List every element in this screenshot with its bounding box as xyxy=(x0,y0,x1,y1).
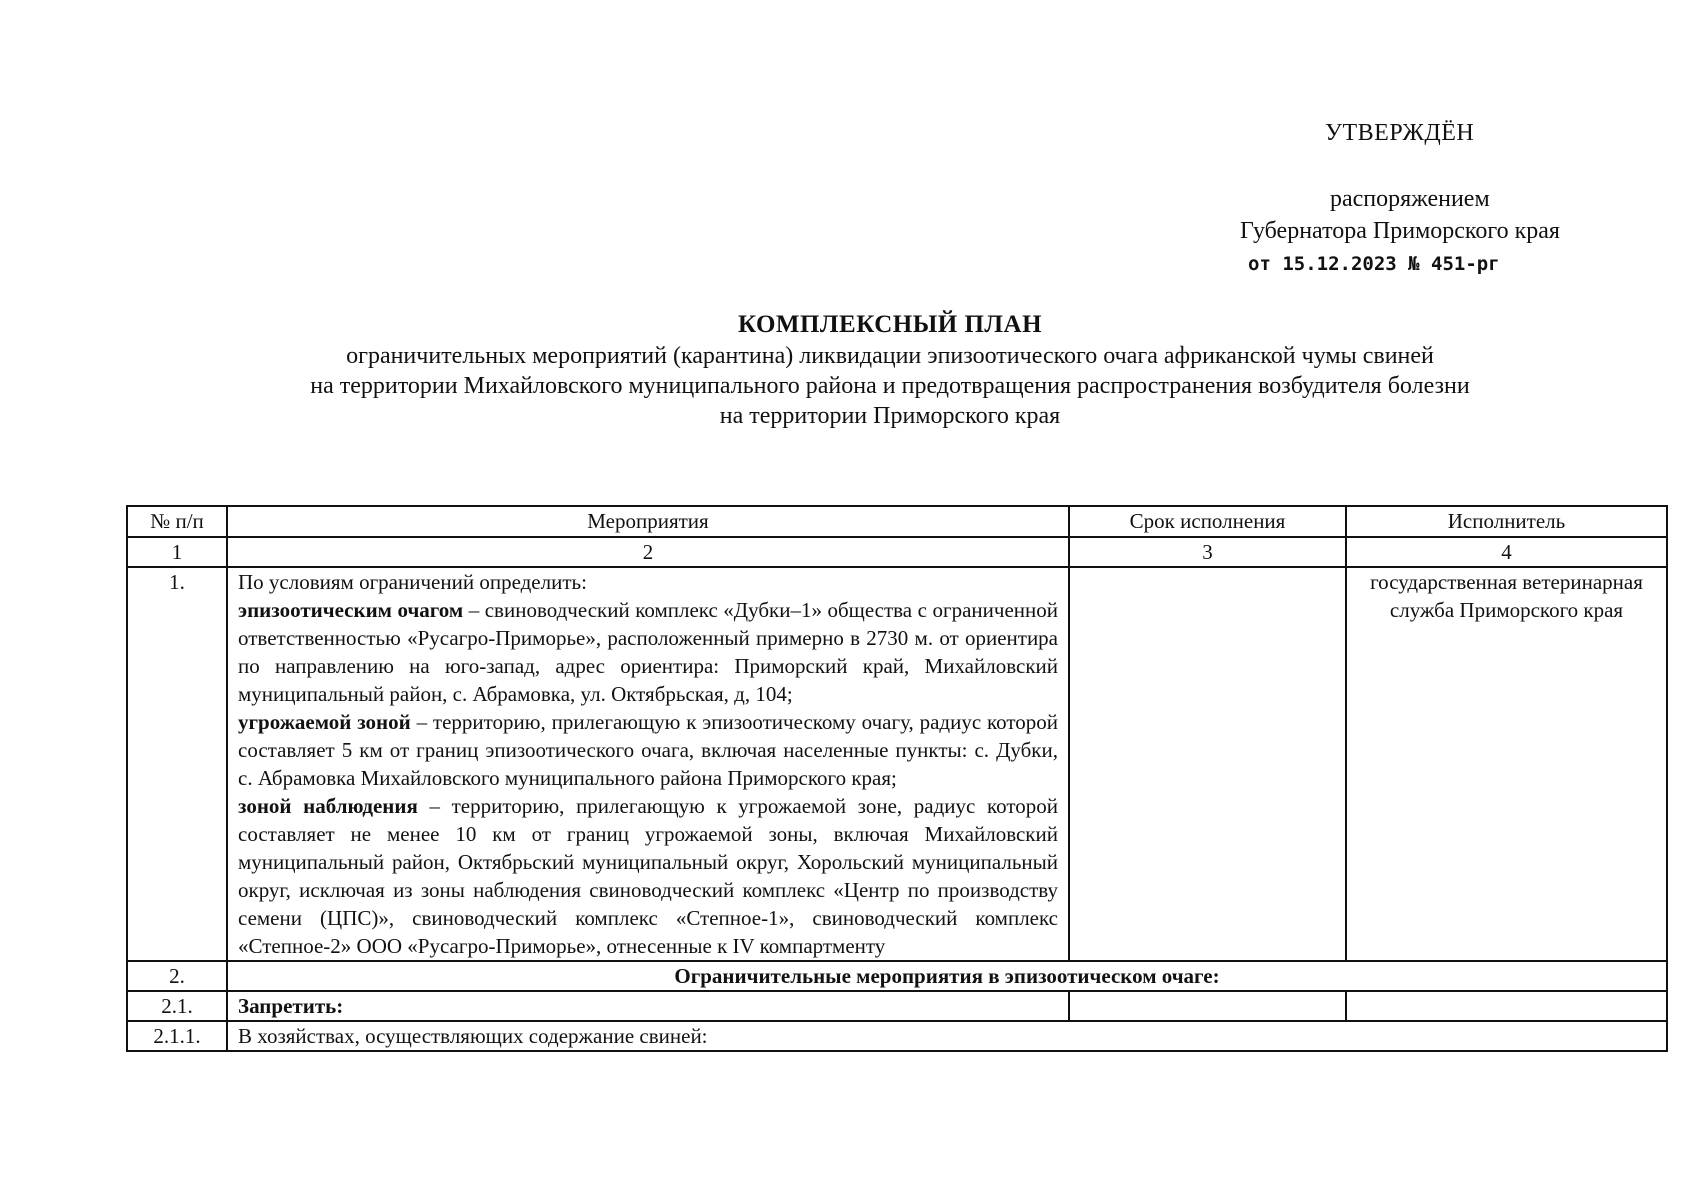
deadline-cell xyxy=(1069,567,1346,961)
col-number: 4 xyxy=(1346,537,1667,567)
term-text: – свиноводческий комплекс «Дубки–1» общества с ограниченной ответственностью «Русагро-Приморье», расположенный примерно в 2730 м. от ориентира по направлению на юго-запад, адрес ориентира: Приморский край, Михайловский муниципальный район, с. Абрамовка, ул. Октябрьская, д, 104; xyxy=(238,598,1058,706)
approved-label: УТВЕРЖДЁН xyxy=(1325,120,1475,146)
executor-cell xyxy=(1346,991,1667,1021)
measure-paragraph xyxy=(238,708,1058,792)
order-date-number: от 15.12.2023 № 451-рг xyxy=(1248,253,1500,275)
deadline-cell xyxy=(1069,991,1346,1021)
measure-paragraph xyxy=(238,596,1058,708)
subtitle-line-2: на территории Михайловского муниципального района и предотвращения распространения возбудителя болезни xyxy=(310,373,1470,399)
plan-table xyxy=(126,505,1668,1052)
row-number: 2. xyxy=(127,961,227,991)
term-bold: зоной наблюдения xyxy=(238,794,418,818)
table-row xyxy=(127,991,1667,1021)
main-title: КОМПЛЕКСНЫЙ ПЛАН xyxy=(737,311,1043,338)
col-number: 2 xyxy=(227,537,1069,567)
measure-intro: По условиям ограничений определить: xyxy=(238,570,587,594)
table-row xyxy=(127,1021,1667,1051)
header-deadline: Срок исполнения xyxy=(1069,506,1346,537)
subtitle-line-3: на территории Приморского края xyxy=(719,403,1061,429)
term-bold: эпизоотическим очагом xyxy=(238,598,464,622)
col-number: 3 xyxy=(1069,537,1346,567)
document-title xyxy=(100,310,1680,431)
row-number: 1. xyxy=(127,567,227,961)
executor-cell: государственная ветеринарная служба Приморского края xyxy=(1346,567,1667,961)
row-number: 2.1.1. xyxy=(127,1021,227,1051)
header-num: № п/п xyxy=(127,506,227,537)
section-heading: Ограничительные мероприятия в эпизоотическом очаге: xyxy=(227,961,1667,991)
subtitle-line-1: ограничительных мероприятий (карантина) ликвидации эпизоотического очага африканской чумы свиней xyxy=(346,343,1434,369)
table-row xyxy=(127,961,1667,991)
header-measures: Мероприятия xyxy=(227,506,1069,537)
term-text: – территорию, прилегающую к эпизоотическому очагу, радиус которой составляет 5 км от границ эпизоотического очага, включая населенные пункты: с. Дубки, с. Абрамовка Михайловского муниципального района Приморского края; xyxy=(238,710,1058,790)
measure-cell: В хозяйствах, осуществляющих содержание свиней: xyxy=(227,1021,1667,1051)
term-bold: угрожаемой зоной xyxy=(238,710,411,734)
row-number: 2.1. xyxy=(127,991,227,1021)
table-row xyxy=(127,567,1667,961)
order-label: распоряжением xyxy=(1330,186,1490,212)
measure-cell xyxy=(227,567,1069,961)
term-text: – территорию, прилегающую к угрожаемой зоне, радиус которой составляет не менее 10 км от границ угрожаемой зоны, включая Михайловский муниципальный район, Октябрьский муниципальный округ, Хорольский муниципальный округ, исключая из зоны наблюдения свиноводческий комплекс «Центр по производству семени (ЦПС)», свиноводческий комплекс «Степное-1», свиноводческий комплекс «Степное-2» ООО «Русагро-Приморье», отнесенные к IV компартменту xyxy=(238,794,1058,958)
col-number: 1 xyxy=(127,537,227,567)
measure-paragraph xyxy=(238,792,1058,960)
header-row xyxy=(127,506,1667,537)
header-executor: Исполнитель xyxy=(1346,506,1667,537)
authority-label: Губернатора Приморского края xyxy=(1240,218,1560,244)
measure-cell: Запретить: xyxy=(227,991,1069,1021)
column-number-row xyxy=(127,537,1667,567)
